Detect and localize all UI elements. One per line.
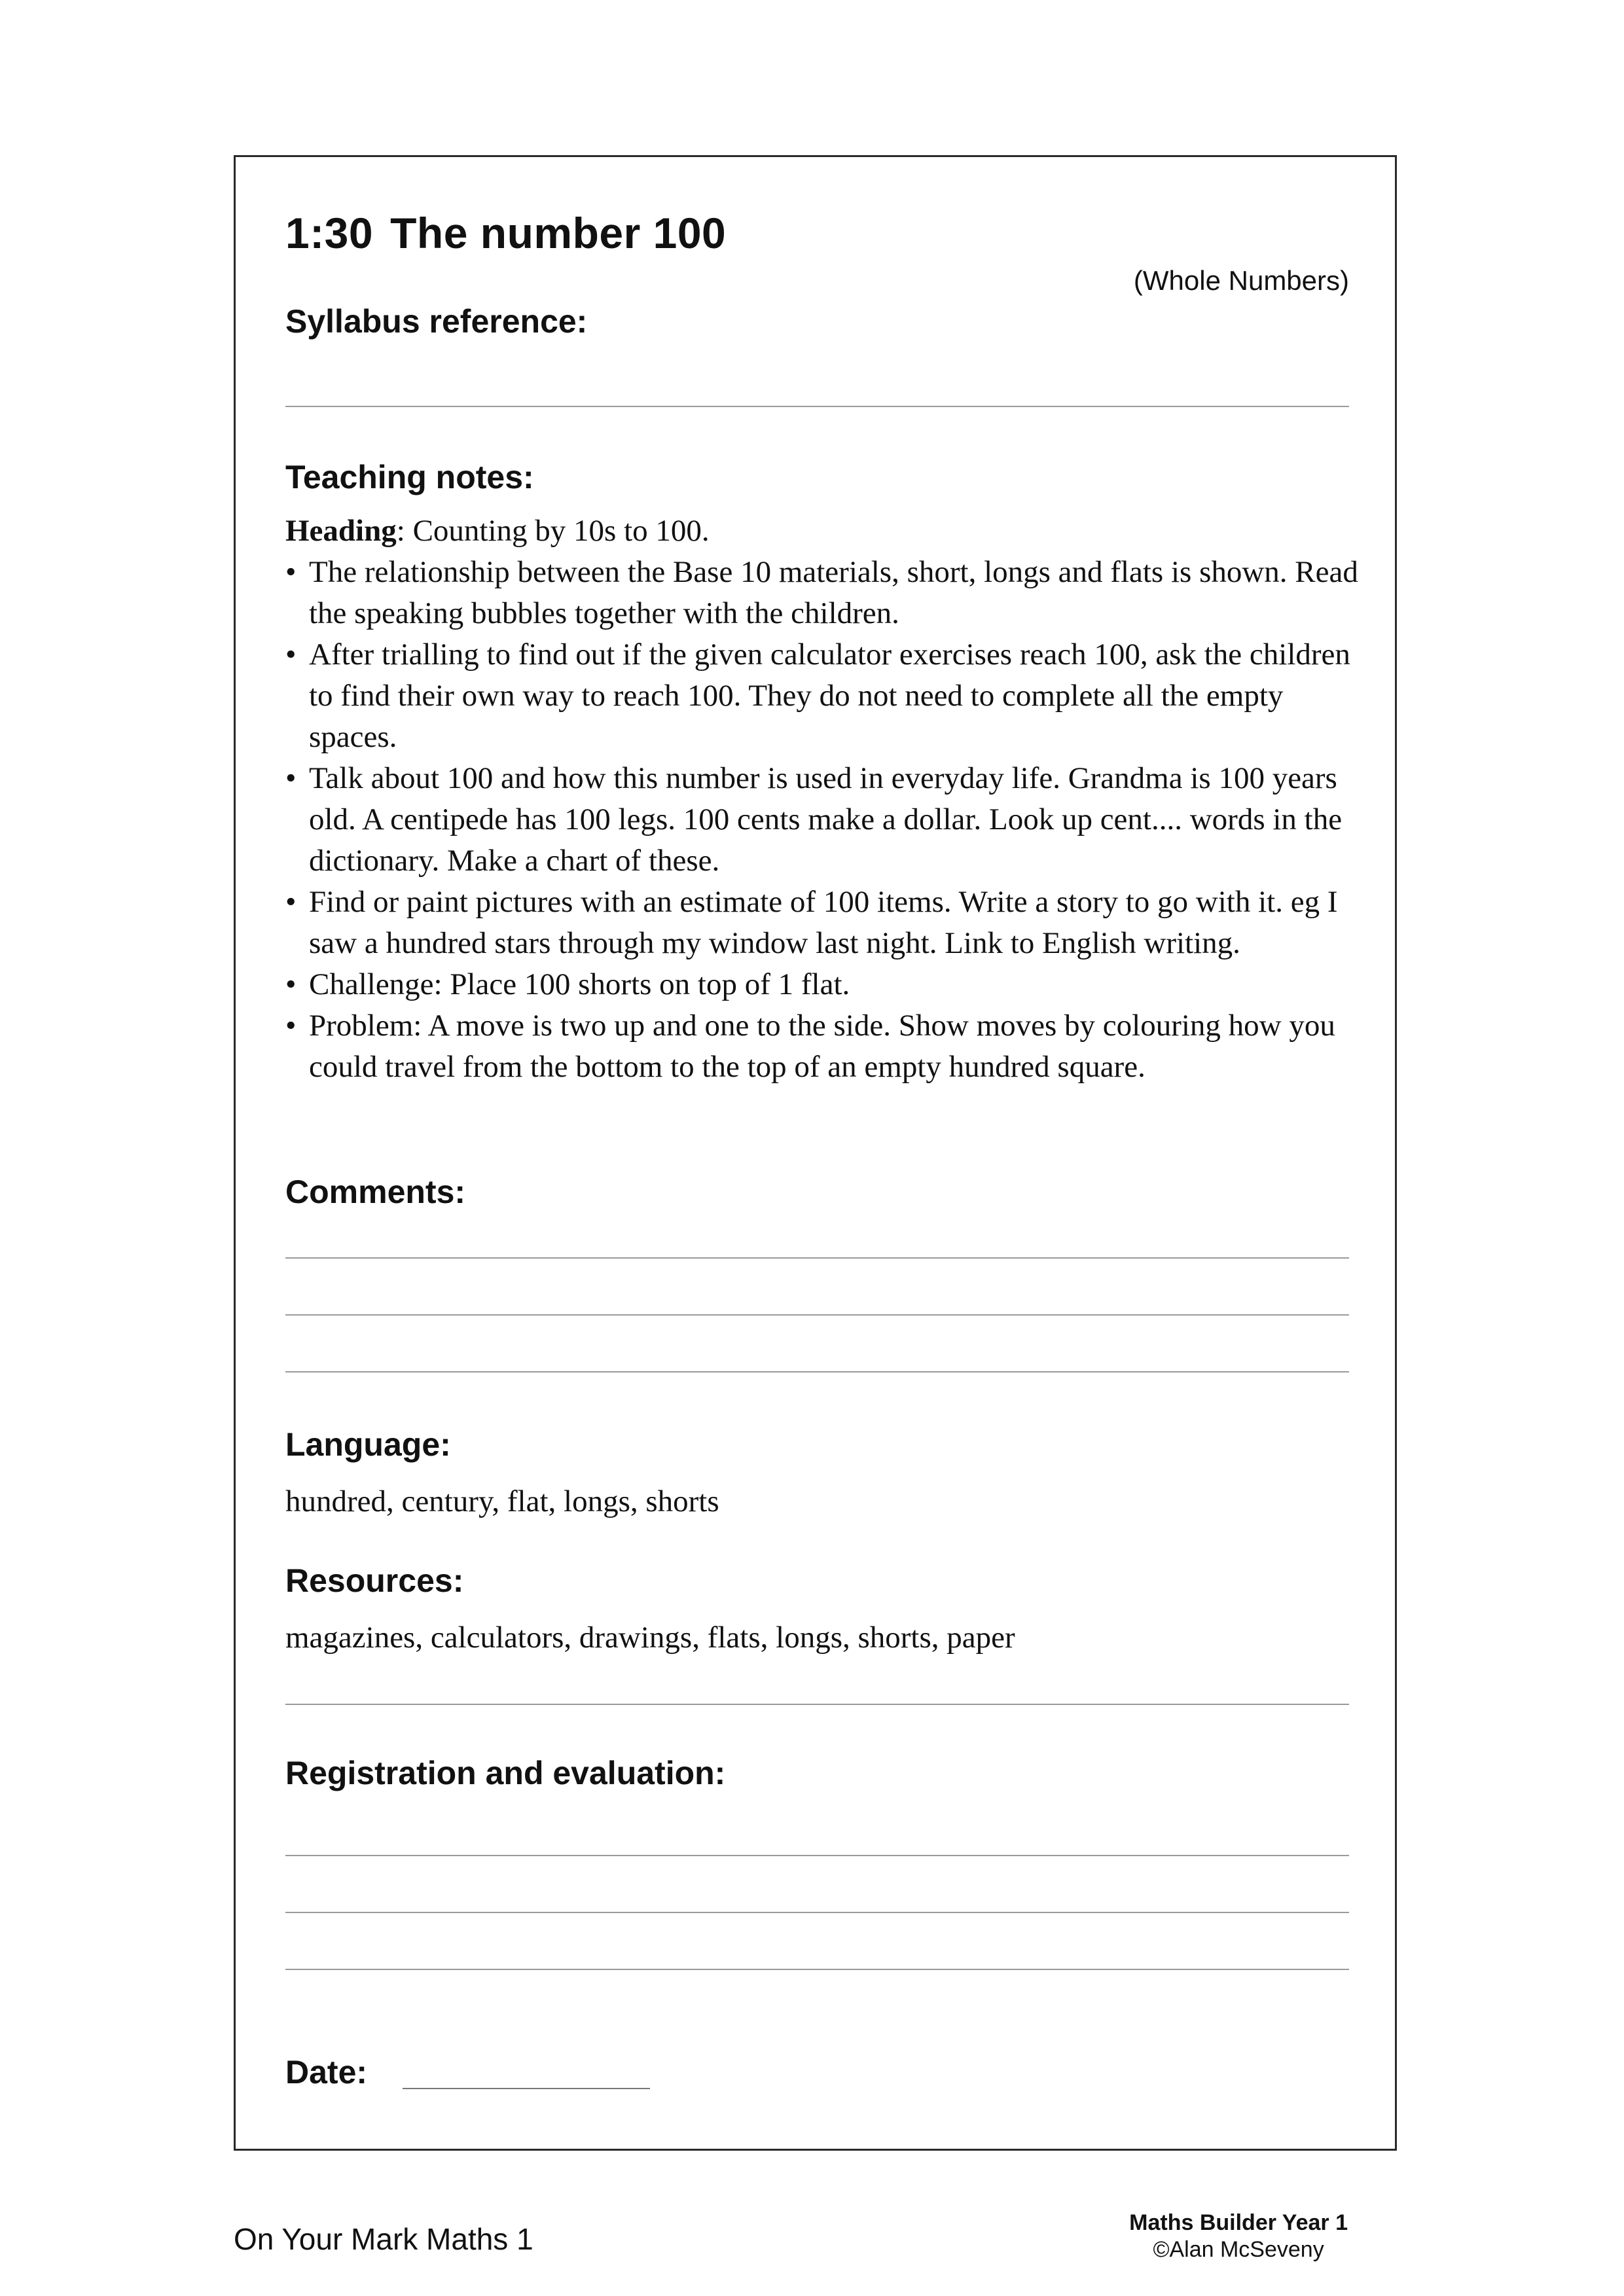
lesson-number: 1:30	[285, 209, 374, 257]
resources-text: magazines, calculators, drawings, flats, longs, shorts, paper	[285, 1621, 1015, 1655]
teaching-notes	[285, 511, 1359, 1088]
footer-copyright: ©Alan McSeveny	[1153, 2237, 1324, 2262]
footer-series: On Your Mark Maths 1	[234, 2222, 533, 2256]
resources-heading: Resources:	[285, 1562, 464, 1599]
list-item: • Problem: A move is two up and one to the side. Show moves by colouring how you could travel from the bottom to the top of an empty hundred square.	[285, 1005, 1359, 1088]
footer-credits	[1129, 2209, 1348, 2263]
lesson-title-text: The number 100	[390, 209, 727, 257]
resources-writing-line[interactable]	[285, 1704, 1349, 1705]
registration-writing-line[interactable]	[285, 1912, 1349, 1913]
registration-heading: Registration and evaluation:	[285, 1755, 726, 1791]
lesson-title	[285, 208, 726, 258]
comments-writing-line[interactable]	[285, 1257, 1349, 1259]
strand-label: (Whole Numbers)	[1133, 265, 1349, 296]
language-heading: Language:	[285, 1426, 451, 1463]
syllabus-heading: Syllabus reference:	[285, 303, 588, 340]
language-text: hundred, century, flat, longs, shorts	[285, 1484, 719, 1518]
list-item: • Challenge: Place 100 shorts on top of 1 flat.	[285, 964, 1359, 1005]
comments-writing-line[interactable]	[285, 1371, 1349, 1372]
teaching-notes-heading: Teaching notes:	[285, 459, 534, 495]
notes-intro-text: : Counting by 10s to 100.	[396, 514, 710, 548]
date-writing-line[interactable]	[403, 2088, 650, 2089]
notes-list	[285, 552, 1359, 1088]
page-border	[234, 155, 1397, 2151]
date-label: Date:	[285, 2054, 368, 2090]
list-item: • The relationship between the Base 10 materials, short, longs and flats is shown. Read the speaking bubbles together with the children.	[285, 552, 1359, 634]
comments-heading: Comments:	[285, 1174, 466, 1210]
notes-intro-label: Heading	[285, 514, 397, 548]
list-item: • After trialling to find out if the given calculator exercises reach 100, ask the children to find their own way to reach 100. They do not need to complete all the empty spaces.	[285, 634, 1359, 758]
registration-writing-line[interactable]	[285, 1855, 1349, 1856]
list-item: • Find or paint pictures with an estimate of 100 items. Write a story to go with it. eg I saw a hundred stars through my window last night. Link to English writing.	[285, 882, 1359, 964]
list-item: • Talk about 100 and how this number is used in everyday life. Grandma is 100 years old. A centipede has 100 legs. 100 cents make a dollar. Look up cent.... words in the dictionary. Make a chart of these.	[285, 758, 1359, 882]
footer-book: Maths Builder Year 1	[1129, 2210, 1348, 2235]
comments-writing-line[interactable]	[285, 1314, 1349, 1316]
registration-writing-line[interactable]	[285, 1969, 1349, 1970]
syllabus-writing-line[interactable]	[285, 406, 1349, 407]
notes-intro	[285, 511, 1359, 552]
